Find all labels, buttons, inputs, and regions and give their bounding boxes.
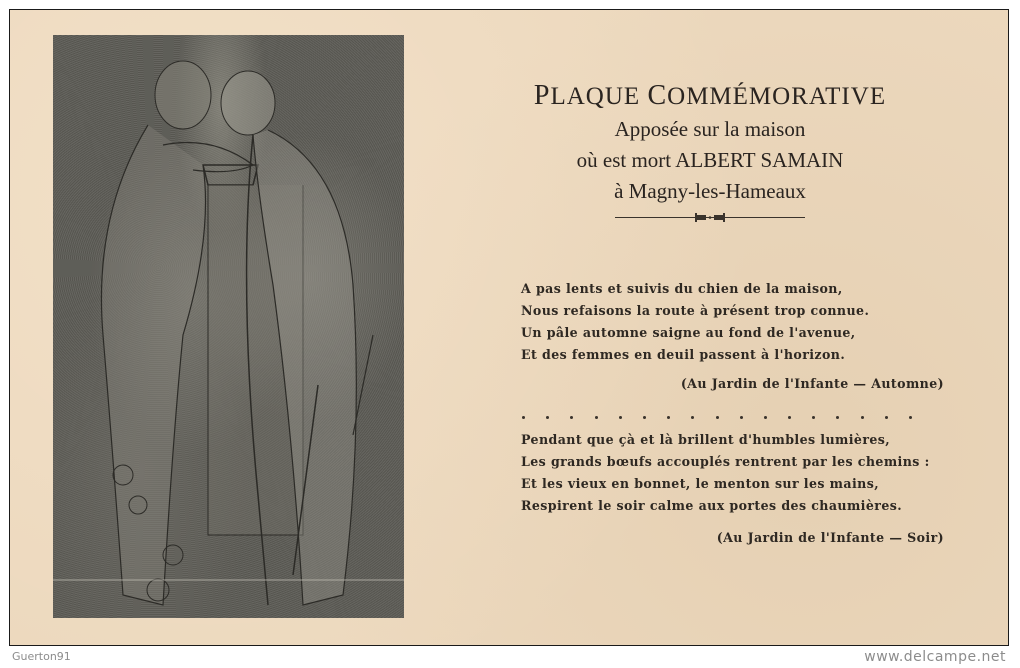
- poem-line: Respirent le soir calme aux portes des chaumières.: [521, 498, 903, 513]
- watermark-username: Guerton91: [12, 650, 71, 663]
- subtitle-line-3: à Magny-les-Hameaux: [614, 179, 806, 203]
- watermark-site: www.delcampe.net: [864, 649, 1006, 665]
- poem-stanza-1: [521, 278, 869, 366]
- heading-block: [500, 78, 920, 225]
- divider-ornament-icon: [615, 211, 805, 225]
- engraving-image: [53, 35, 404, 618]
- poem-line: Nous refaisons la route à présent trop connue.: [521, 303, 870, 318]
- poem-line: Et des femmes en deuil passent à l'horizon.: [521, 347, 846, 362]
- page-title: PLAQUE COMMÉMORATIVE: [533, 80, 887, 111]
- subtitle-line-1: Apposée sur la maison: [614, 117, 806, 141]
- dotted-separator: [522, 412, 912, 422]
- subtitle-line-2: où est mort ALBERT SAMAIN: [576, 148, 844, 172]
- poem-attribution-2: (Au Jardin de l'Infante — Soir): [716, 530, 944, 545]
- poem-line: A pas lents et suivis du chien de la maison,: [521, 281, 843, 296]
- poem-stanza-2: [521, 429, 930, 517]
- poem-line: Pendant que çà et là brillent d'humbles lumières,: [521, 432, 891, 447]
- poem-line: Les grands bœufs accouplés rentrent par les chemins :: [521, 454, 930, 469]
- figures-illustration-icon: [53, 35, 404, 618]
- poem-line: Un pâle automne saigne au fond de l'avenue,: [521, 325, 856, 340]
- poem-attribution-1: (Au Jardin de l'Infante — Automne): [680, 376, 944, 391]
- poem-line: Et les vieux en bonnet, le menton sur les mains,: [521, 476, 879, 491]
